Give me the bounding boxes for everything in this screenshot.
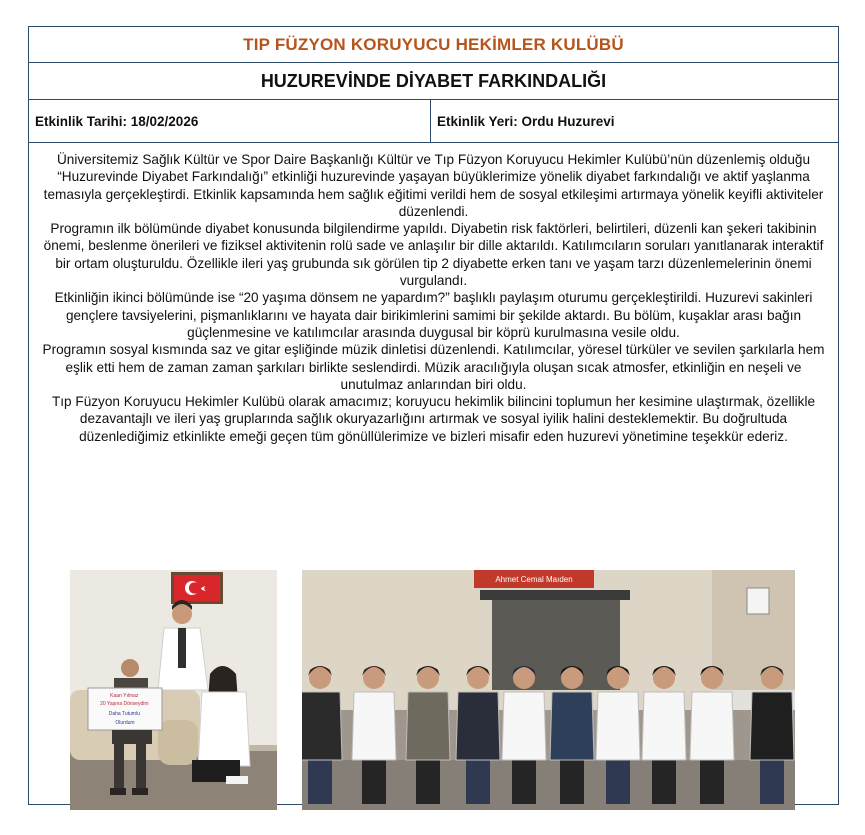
document-frame <box>28 26 839 805</box>
group-person-figure <box>642 692 686 760</box>
event-title: HUZUREVİNDE DİYABET FARKINDALIĞI <box>260 70 607 91</box>
paragraph-sharing: Etkinliğin ikinci bölümünde ise “20 yaşıma dönsem ne yapardım?” başlıklı paylaşım oturumu gerçekleştirildi. Huzurevi sakinleri gençlere tavsiyelerini, pişmanlıklarını ve hayata dair birikimlerini samimi bir şekilde aktardı. Bu bölüm, kuşaklar arası bağın güçlenmesine ve katılımcılar arasında duygusal bir köprü kurulmasına vesile oldu. <box>54 290 813 340</box>
building-sign: Ahmet Cemal Maıden <box>495 575 573 584</box>
event-meta-row <box>29 100 838 143</box>
group-person-figure <box>690 692 734 760</box>
group-person-figure <box>308 758 332 804</box>
group-person-figure <box>416 758 440 804</box>
group-person-figure <box>700 758 724 804</box>
paragraph-music: Programın sosyal kısmında saz ve gitar eşliğinde müzik dinletisi düzenlendi. Katılımcılar, yöresel türküler ve sevilen şarkılarla hem eşlik etti hem de zaman zaman şarkıları birlikte seslendirdi. Müzik aracılığıyla oluşan sıcak atmosfer, etkinliğin en neşeli ve unutulmaz anlarından biri oldu. <box>42 342 825 392</box>
group-person-figure <box>550 692 594 760</box>
svg-text:Kaan Yılmaz 20 Yaşın: Kaan Yılmaz 20 Yaşına Dönseydim Daha Tutumlu Olurdum <box>100 693 149 726</box>
group-person-figure <box>406 692 450 760</box>
club-name: TIP FÜZYON KORUYUCU HEKİMLER KULÜBÜ <box>243 34 624 54</box>
event-date: Etkinlik Tarihi: 18/02/2026 <box>29 100 431 142</box>
group-person-figure <box>466 758 490 804</box>
group-person-figure <box>456 692 500 760</box>
group-person-figure <box>760 758 784 804</box>
report-body <box>29 143 838 806</box>
paragraph-aim: Tıp Füzyon Koruyucu Hekimler Kulübü olarak amacımız; koruyucu hekimlik bilincini toplumun her kesimine ulaştırmak, özellikle dezavantajlı ve ileri yaş gruplarında sağlık okuryazarlığını artırmak ve sosyal iyilik halini desteklemektir. Bu doğrultuda düzenlediğimiz etkinlikte emeği geçen tüm gönüllülerimize ve bizleri misafir eden huzurevi yönetimine teşekkür ederiz. <box>51 394 816 444</box>
photo-left <box>70 570 277 810</box>
group-person-figure <box>302 692 342 760</box>
group-person-figure <box>596 692 640 760</box>
left-sign-line: Kaan Yılmaz <box>110 693 139 699</box>
paragraph-intro: Üniversitemiz Sağlık Kültür ve Spor Daire Başkanlığı Kültür ve Tıp Füzyon Koruyucu Hekimler Kulübü’nün düzenlemiş olduğu “Huzurevinde Diyabet Farkındalığı” etkinliği huzurevinde yaşayan büyüklerimize yönelik diyabet farkındalığı ve aktif yaşlanma temasıyla gerçekleştirdi. Etkinlik kapsamında hem sağlık eğitimi verildi hem de sosyal etkileşimi artırmaya yönelik keyifli aktiviteler düzenlendi. <box>43 152 824 219</box>
group-person-figure <box>652 758 676 804</box>
event-place: Etkinlik Yeri: Ordu Huzurevi <box>437 113 615 129</box>
group-person-figure <box>362 758 386 804</box>
club-header-row <box>29 27 838 63</box>
group-person-figure <box>512 758 536 804</box>
group-person-figure <box>606 758 630 804</box>
group-person-figure <box>750 692 794 760</box>
event-title-row <box>29 63 838 100</box>
paragraph-info: Programın ilk bölümünde diyabet konusunda bilgilendirme yapıldı. Diyabetin risk faktörleri, belirtileri, düzenli kan şekeri takibinin önemi, beslenme önerileri ve fiziksel aktivitenin rolü sade ve anlaşılır bir dille aktarıldı. Katılımcıların soruları yanıtlanarak interaktif bir ortam oluşturuldu. Özellikle ileri yaş grubunda sık görülen tip 2 diyabette erken tanı ve yaşam tarzı düzenlemelerinin önemi vurgulandı. <box>43 221 824 289</box>
photo-right <box>302 570 795 810</box>
group-person-figure <box>560 758 584 804</box>
group-person-figure <box>352 692 396 760</box>
group-person-figure <box>502 692 546 760</box>
report-text <box>37 151 830 445</box>
